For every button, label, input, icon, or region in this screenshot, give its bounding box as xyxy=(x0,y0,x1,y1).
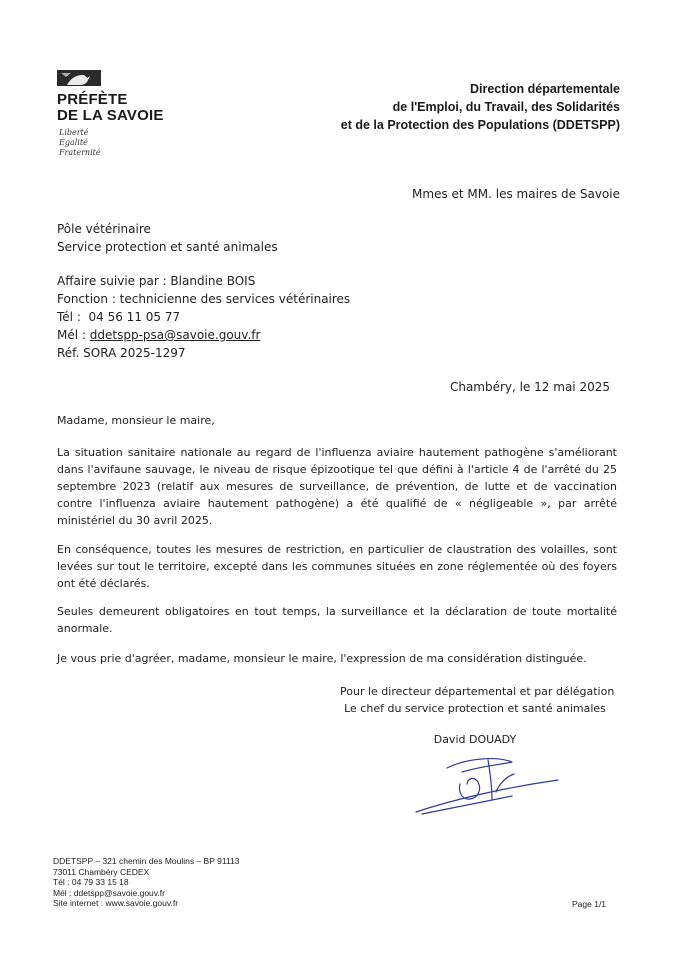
handwritten-signature xyxy=(412,752,562,818)
marianne-logo-icon xyxy=(57,70,101,86)
contact-mail xyxy=(57,326,260,344)
footer-address-line1: DDETSPP – 321 chemin des Moulins – BP 91113 xyxy=(53,856,240,866)
direction-line1: Direction départementale xyxy=(469,82,620,96)
paragraph-4: Je vous prie d'agréer, madame, monsieur le maire, l'expression de ma considération distinguée. xyxy=(57,652,587,665)
footer-address-line2: 73011 Chambéry CEDEX xyxy=(53,866,150,877)
prefecture-name-line2: DE LA SAVOIE xyxy=(57,107,164,124)
service-pole: Pôle vétérinaire xyxy=(57,222,151,236)
signature-line1: Pour le directeur départemental et par délégation xyxy=(340,685,615,698)
direction-line3: et de la Protection des Populations (DDETSPP) xyxy=(340,118,620,132)
footer-phone: Tél : 04 79 33 15 18 xyxy=(53,877,129,887)
signatory-name: David DOUADY xyxy=(433,733,517,746)
signature-line2: Le chef du service protection et santé animales xyxy=(344,702,606,715)
service-unit: Service protection et santé animales xyxy=(57,240,278,254)
footer-email: Mél : ddetspp@savoie.gouv.fr xyxy=(53,887,165,898)
motto-fraternite: Fraternité xyxy=(59,148,101,157)
salutation: Madame, monsieur le maire, xyxy=(57,414,215,427)
contact-email-link[interactable]: ddetspp-psa@savoie.gouv.fr xyxy=(89,328,261,342)
contact-function: Fonction : technicienne des services vétérinaires xyxy=(57,292,351,306)
phone-label: Tél : xyxy=(57,310,81,324)
contact-phone xyxy=(57,308,180,326)
paragraph-2: En conséquence, toutes les mesures de restriction, en particulier de claustration des volailles, sont levées sur tout le territoire, excepté dans les communes situées en zone réglementée où des foyers ont été déclarés. xyxy=(57,543,617,590)
direction-line2: de l'Emploi, du Travail, des Solidarités xyxy=(392,100,620,114)
contact-followed-by: Affaire suivie par : Blandine BOIS xyxy=(57,274,256,288)
paragraph-3: Seules demeurent obligatoires en tout temps, la surveillance et la déclaration de toute mortalité anormale. xyxy=(57,605,617,635)
paragraph-1: La situation sanitaire nationale au regard de l'influenza aviaire hautement pathogène s'améliorant dans l'avifaune sauvage, le niveau de risque épizootique tel que défini à l'article 4 de l'arrêté du 25 septembre 2023 (relatif aux mesures de surveillance, de prévention, de lutte et de vaccination contre l'influenza aviaire hautement pathogène) a été qualifié de « négligeable », par arrêté ministériel du 30 avril 2025. xyxy=(57,446,617,527)
recipient: Mmes et MM. les maires de Savoie xyxy=(412,187,620,201)
place-date: Chambéry, le 12 mai 2025 xyxy=(449,380,610,394)
motto-liberte: Liberté xyxy=(59,128,89,137)
phone-number: 04 56 11 05 77 xyxy=(88,310,181,324)
motto-egalite: Égalité xyxy=(59,138,88,147)
footer-website-link[interactable]: Site internet : www.savoie.gouv.fr xyxy=(53,898,179,908)
mail-label: Mél : xyxy=(57,328,86,342)
prefecture-name-line1: PRÉFÈTE xyxy=(57,91,128,108)
page-number: Page 1/1 xyxy=(572,899,607,909)
reference: Réf. SORA 2025-1297 xyxy=(57,346,186,360)
